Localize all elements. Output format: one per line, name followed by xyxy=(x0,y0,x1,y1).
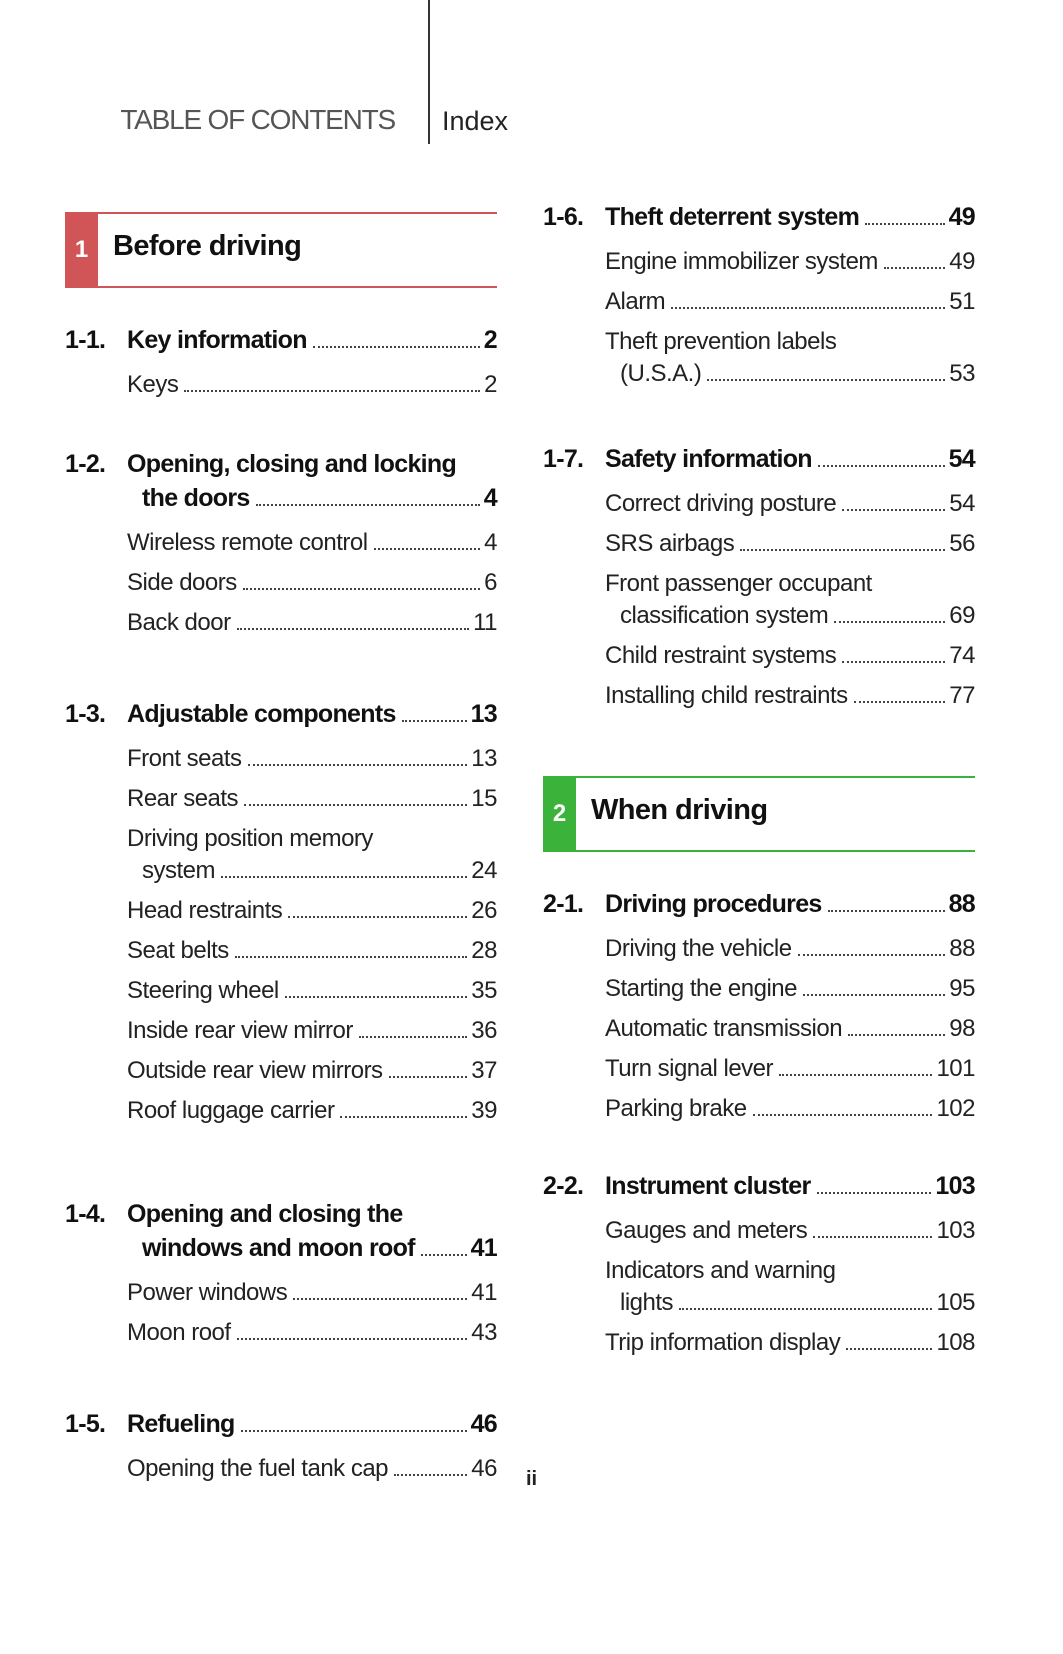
dot-leader xyxy=(256,504,480,506)
entry-label: SRS airbags xyxy=(605,530,735,557)
toc-entry-seat-belts[interactable] xyxy=(127,937,497,977)
section-2-1 xyxy=(543,890,975,1135)
entry-label: Automatic transmission xyxy=(605,1015,843,1042)
page-ref: 37 xyxy=(471,1057,497,1084)
dot-leader xyxy=(671,307,945,309)
dot-leader xyxy=(237,628,470,630)
section-1-6-heading[interactable] xyxy=(543,203,975,240)
tab-index[interactable]: Index xyxy=(442,106,509,136)
section-1-7-heading[interactable] xyxy=(543,445,975,482)
toc-entry-power-windows[interactable] xyxy=(127,1279,497,1319)
section-number: 2-1. xyxy=(543,890,584,918)
toc-entry-theft-prevention-labels[interactable] xyxy=(543,328,975,400)
dot-leader xyxy=(374,548,481,550)
chapter-2-header[interactable] xyxy=(543,776,975,852)
section-1-1 xyxy=(65,326,497,411)
entry-label: Trip information display xyxy=(605,1329,841,1356)
chapter-1-header[interactable] xyxy=(65,212,497,288)
page-ref: 2 xyxy=(484,371,497,398)
chapter-2-number: 2 xyxy=(552,800,567,827)
page-ref: 4 xyxy=(483,484,497,512)
section-title-line2: the doors xyxy=(142,484,250,512)
toc-entry-moon-roof[interactable] xyxy=(127,1319,497,1359)
chapter-2-title: When driving xyxy=(591,794,768,826)
entry-label-line1: Driving position memory xyxy=(127,825,373,852)
toc-entry-turn-signal-lever[interactable] xyxy=(605,1055,975,1095)
dot-leader xyxy=(244,804,467,806)
section-1-3 xyxy=(65,700,497,1137)
entry-label: Alarm xyxy=(605,288,666,315)
page-ref: 35 xyxy=(471,977,497,1004)
dot-leader xyxy=(798,954,946,956)
section-title: Adjustable components xyxy=(127,700,396,728)
section-title: Theft deterrent system xyxy=(605,203,860,231)
page-ref: 41 xyxy=(470,1234,497,1262)
toc-entry-roof-luggage-carrier[interactable] xyxy=(127,1097,497,1137)
page-ref: 49 xyxy=(949,248,975,275)
page-ref: 36 xyxy=(471,1017,497,1044)
section-title: Refueling xyxy=(127,1410,235,1438)
entry-label: Rear seats xyxy=(127,785,239,812)
toc-entry-occupant-classification[interactable] xyxy=(543,570,975,642)
entry-label-line2: lights xyxy=(620,1289,674,1316)
page-ref: 49 xyxy=(948,203,975,231)
entry-label: Power windows xyxy=(127,1279,288,1306)
page-ref: 46 xyxy=(471,1455,497,1482)
entry-label: Parking brake xyxy=(605,1095,747,1122)
toc-entry-driving-position-memory[interactable] xyxy=(65,825,497,897)
dot-leader xyxy=(184,390,480,392)
entry-label: Turn signal lever xyxy=(605,1055,774,1082)
section-number: 2-2. xyxy=(543,1172,584,1200)
toc-entry-starting-the-engine[interactable] xyxy=(605,975,975,1015)
page-ref: 28 xyxy=(471,937,497,964)
dot-leader xyxy=(313,346,480,348)
dot-leader xyxy=(813,1236,932,1238)
entry-label: Outside rear view mirrors xyxy=(127,1057,383,1084)
section-1-5 xyxy=(65,1410,497,1495)
dot-leader xyxy=(241,1430,467,1432)
entry-label: Gauges and meters xyxy=(605,1217,808,1244)
dot-leader xyxy=(848,1034,945,1036)
dot-leader xyxy=(243,588,480,590)
dot-leader xyxy=(288,916,467,918)
entry-label: Opening the fuel tank cap xyxy=(127,1455,389,1482)
section-1-4-heading[interactable] xyxy=(65,1200,497,1271)
page-ref: 24 xyxy=(471,857,497,884)
section-number: 1-6. xyxy=(543,203,584,231)
toc-entry-rear-seats[interactable] xyxy=(127,785,497,825)
chapter-2-bottom-rule xyxy=(576,850,975,852)
dot-leader xyxy=(235,956,468,958)
page-ref: 13 xyxy=(470,700,497,728)
page-ref: 46 xyxy=(470,1410,497,1438)
dot-leader xyxy=(884,267,945,269)
toc-entry-gauges-and-meters[interactable] xyxy=(605,1217,975,1257)
dot-leader xyxy=(707,379,945,381)
section-1-7 xyxy=(543,445,975,722)
toc-entry-driving-the-vehicle[interactable] xyxy=(605,935,975,975)
section-1-2-heading[interactable] xyxy=(65,450,497,521)
entry-label: Head restraints xyxy=(127,897,283,924)
section-title-line1: Opening and closing the xyxy=(127,1200,403,1228)
entry-label: Side doors xyxy=(127,569,237,596)
toc-entry-fuel-tank-cap[interactable] xyxy=(127,1455,497,1495)
chapter-1-title: Before driving xyxy=(113,230,302,262)
entry-label: Steering wheel xyxy=(127,977,279,1004)
dot-leader xyxy=(740,549,945,551)
dot-leader xyxy=(818,465,945,467)
entry-label: Installing child restraints xyxy=(605,682,848,709)
entry-label: Inside rear view mirror xyxy=(127,1017,353,1044)
entry-label-line2: classification system xyxy=(620,602,829,629)
entry-label: Keys xyxy=(127,371,179,398)
page-ref: 77 xyxy=(949,682,975,709)
toc-entry-inside-rear-view-mirror[interactable] xyxy=(127,1017,497,1057)
section-number: 1-2. xyxy=(65,450,106,478)
dot-leader xyxy=(842,509,945,511)
dot-leader xyxy=(834,621,945,623)
dot-leader xyxy=(865,223,944,225)
toc-entry-srs-airbags[interactable] xyxy=(605,530,975,570)
dot-leader xyxy=(679,1308,932,1310)
dot-leader xyxy=(753,1114,933,1116)
section-title-line2: windows and moon roof xyxy=(142,1234,415,1262)
dot-leader xyxy=(359,1036,467,1038)
toc-entry-keys[interactable] xyxy=(65,371,497,411)
chapter-2-top-rule xyxy=(576,776,975,778)
entry-label: Moon roof xyxy=(127,1319,231,1346)
dot-leader xyxy=(293,1298,467,1300)
page-number: ii xyxy=(525,1468,538,1490)
section-1-4 xyxy=(65,1200,497,1359)
toc-entry-side-doors[interactable] xyxy=(127,569,497,609)
toc-entry-front-seats[interactable] xyxy=(127,745,497,785)
entry-label: Wireless remote control xyxy=(127,529,368,556)
entry-label: Front seats xyxy=(127,745,242,772)
entry-label: Driving the vehicle xyxy=(605,935,792,962)
entry-label: Starting the engine xyxy=(605,975,797,1002)
page-ref: 43 xyxy=(471,1319,497,1346)
toc-entry-child-restraint-systems[interactable] xyxy=(605,642,975,682)
dot-leader xyxy=(421,1254,467,1256)
page-ref: 103 xyxy=(935,1172,975,1200)
page-ref: 54 xyxy=(948,445,975,473)
section-2-2 xyxy=(543,1172,975,1369)
dot-leader xyxy=(854,701,946,703)
entry-label-line1: Front passenger occupant xyxy=(605,570,872,597)
entry-label-line2: system xyxy=(142,857,216,884)
dot-leader xyxy=(394,1474,467,1476)
section-1-3-heading[interactable] xyxy=(65,700,497,737)
dot-leader xyxy=(340,1116,467,1118)
toc-entry-indicators-and-warning-lights[interactable] xyxy=(543,1257,975,1329)
toc-entry-trip-information-display[interactable] xyxy=(605,1329,975,1369)
page-ref: 26 xyxy=(471,897,497,924)
section-number: 1-7. xyxy=(543,445,584,473)
section-number: 1-4. xyxy=(65,1200,106,1228)
dot-leader xyxy=(779,1074,932,1076)
dot-leader xyxy=(237,1338,468,1340)
chapter-1-top-rule xyxy=(98,212,497,214)
section-1-5-heading[interactable] xyxy=(65,1410,497,1447)
section-title: Key information xyxy=(127,326,307,354)
page-ref: 108 xyxy=(936,1329,975,1356)
section-title: Instrument cluster xyxy=(605,1172,811,1200)
dot-leader xyxy=(221,876,467,878)
page-ref: 74 xyxy=(949,642,975,669)
section-title-line1: Opening, closing and locking xyxy=(127,450,457,478)
dot-leader xyxy=(817,1192,932,1194)
entry-label: Seat belts xyxy=(127,937,229,964)
section-number: 1-1. xyxy=(65,326,106,354)
dot-leader xyxy=(389,1076,468,1078)
page-ref: 95 xyxy=(949,975,975,1002)
page-ref: 88 xyxy=(949,935,975,962)
entry-label: Correct driving posture xyxy=(605,490,837,517)
page-ref: 39 xyxy=(471,1097,497,1124)
page-ref: 98 xyxy=(949,1015,975,1042)
entry-label-line1: Theft prevention labels xyxy=(605,328,837,355)
toc-entry-wireless-remote-control[interactable] xyxy=(127,529,497,569)
chapter-1-number: 1 xyxy=(74,236,89,263)
section-number: 1-5. xyxy=(65,1410,106,1438)
toc-entry-alarm[interactable] xyxy=(605,288,975,328)
section-1-2 xyxy=(65,450,497,649)
dot-leader xyxy=(402,720,467,722)
toc-entry-parking-brake[interactable] xyxy=(605,1095,975,1135)
entry-label: Roof luggage carrier xyxy=(127,1097,335,1124)
section-title: Driving procedures xyxy=(605,890,822,918)
dot-leader xyxy=(842,661,945,663)
entry-label-line2: (U.S.A.) xyxy=(620,360,702,387)
section-2-2-heading[interactable] xyxy=(543,1172,975,1209)
page-ref: 88 xyxy=(948,890,975,918)
tab-table-of-contents[interactable]: TABLE OF CONTENTS xyxy=(120,104,395,135)
page-ref: 4 xyxy=(484,529,497,556)
page-ref: 51 xyxy=(949,288,975,315)
dot-leader xyxy=(846,1348,932,1350)
toc-entry-head-restraints[interactable] xyxy=(127,897,497,937)
dot-leader xyxy=(285,996,468,998)
page-ref: 2 xyxy=(483,326,497,354)
page-ref: 101 xyxy=(936,1055,975,1082)
section-2-1-heading[interactable] xyxy=(543,890,975,927)
page-ref: 69 xyxy=(949,602,975,629)
page-ref: 54 xyxy=(949,490,975,517)
page-ref: 41 xyxy=(471,1279,497,1306)
dot-leader xyxy=(803,994,945,996)
entry-label: Back door xyxy=(127,609,231,636)
page-ref: 102 xyxy=(936,1095,975,1122)
page-ref: 13 xyxy=(471,745,497,772)
page-ref: 103 xyxy=(936,1217,975,1244)
page-ref: 53 xyxy=(949,360,975,387)
section-number: 1-3. xyxy=(65,700,106,728)
entry-label: Engine immobilizer system xyxy=(605,248,878,275)
header-divider xyxy=(428,0,430,144)
toc-entry-steering-wheel[interactable] xyxy=(127,977,497,1017)
section-title: Safety information xyxy=(605,445,812,473)
toc-entry-automatic-transmission[interactable] xyxy=(605,1015,975,1055)
entry-label-line1: Indicators and warning xyxy=(605,1257,836,1284)
chapter-1-bottom-rule xyxy=(98,286,497,288)
dot-leader xyxy=(828,910,945,912)
page-ref: 11 xyxy=(473,609,497,636)
page-ref: 6 xyxy=(484,569,497,596)
section-1-6 xyxy=(543,203,975,400)
entry-label: Child restraint systems xyxy=(605,642,837,669)
page-ref: 15 xyxy=(471,785,497,812)
section-1-1-heading[interactable] xyxy=(65,326,497,363)
toc-entry-correct-driving-posture[interactable] xyxy=(605,490,975,530)
toc-entry-outside-rear-view-mirrors[interactable] xyxy=(127,1057,497,1097)
page-ref: 56 xyxy=(949,530,975,557)
toc-entry-engine-immobilizer[interactable] xyxy=(605,248,975,288)
toc-entry-installing-child-restraints[interactable] xyxy=(605,682,975,722)
dot-leader xyxy=(248,764,468,766)
toc-entry-back-door[interactable] xyxy=(127,609,497,649)
page-ref: 105 xyxy=(936,1289,975,1316)
